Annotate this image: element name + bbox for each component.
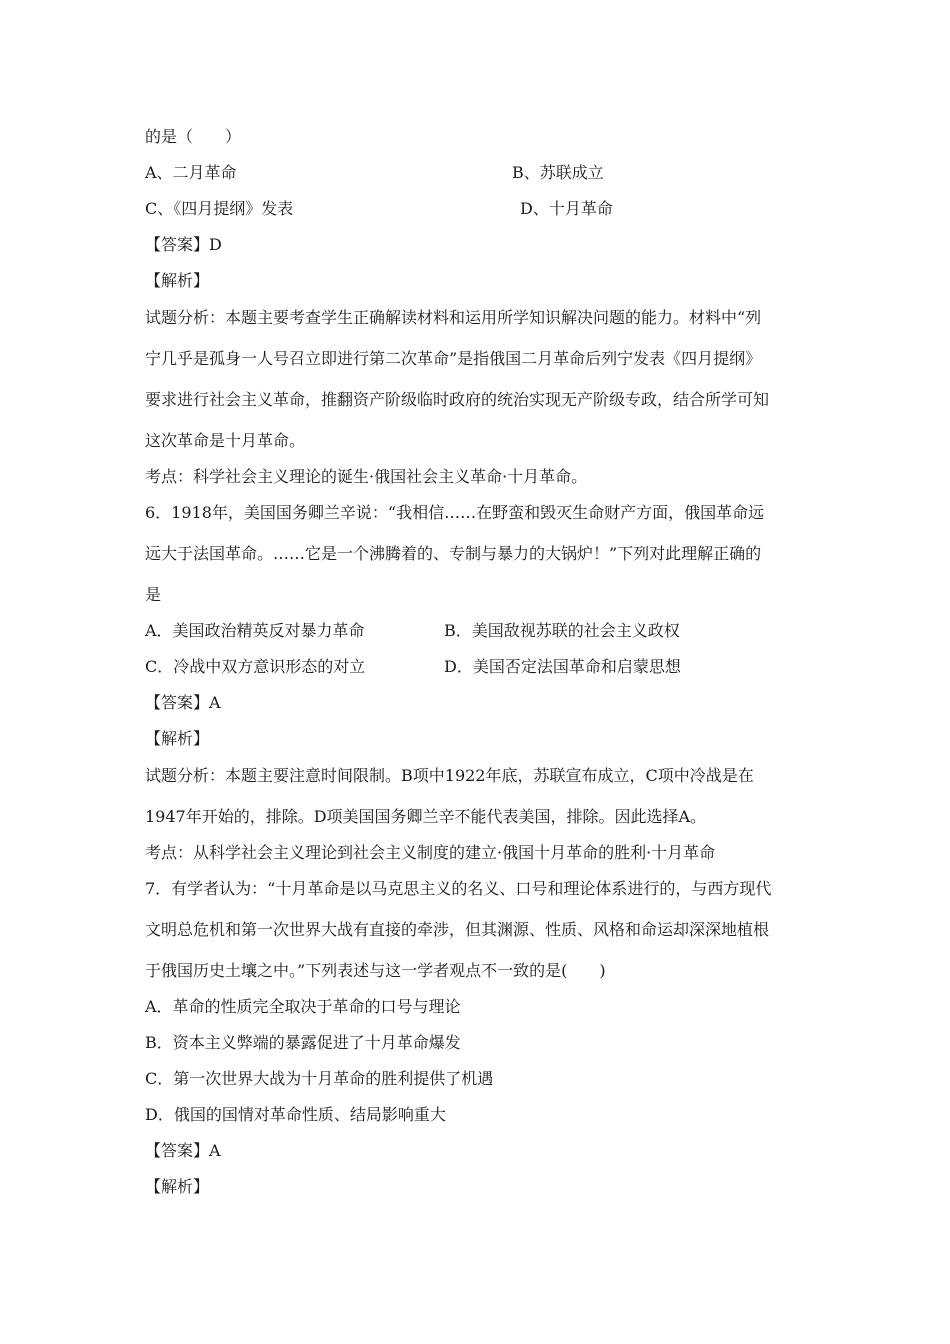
q7-analysis-label: 【解析】 (145, 1177, 210, 1196)
q6-analysis-line: 试题分析：本题主要注意时间限制。B项中1922年底，苏联宣布成立，C项中冷战是在 (145, 766, 754, 785)
q5-analysis-line: 试题分析：本题主要考查学生正确解读材料和运用所学知识解决问题的能力。材料中“列 (145, 308, 762, 327)
q6-option-a: A．美国政治精英反对暴力革命 (145, 621, 365, 640)
q6-analysis-line: 1947年开始的，排除。D项美国国务卿兰辛不能代表美国，排除。因此选择A。 (145, 807, 707, 826)
q6-option-d: D．美国否定法国革命和启蒙思想 (444, 657, 681, 676)
q5-option-a: A、二月革命 (145, 163, 237, 182)
q5-option-b: B、苏联成立 (512, 163, 604, 182)
q6-stem-line: 是 (145, 585, 162, 604)
q7-stem-line: 于俄国历史土壤之中。”下列表述与这一学者观点不一致的是( ) (145, 961, 606, 980)
q5-analysis-line: 宁几乎是孤身一人号召立即进行第二次革命”是指俄国二月革命后列宁发表《四月提纲》 (145, 349, 762, 368)
q6-option-c: C．冷战中双方意识形态的对立 (145, 657, 366, 676)
q6-stem-line: 远大于法国革命。……它是一个沸腾着的、专制与暴力的大锅炉！”下列对此理解正确的 (145, 544, 762, 563)
q5-analysis-line: 这次革命是十月革命。 (145, 431, 306, 450)
q6-analysis-label: 【解析】 (145, 729, 210, 748)
q6-option-b: B．美国敌视苏联的社会主义政权 (444, 621, 680, 640)
q5-point: 考点：科学社会主义理论的诞生·俄国社会主义革命·十月革命。 (145, 467, 588, 486)
q6-answer: 【答案】A (145, 693, 221, 712)
q6-point: 考点：从科学社会主义理论到社会主义制度的建立·俄国十月革命的胜利·十月革命 (145, 843, 716, 862)
q7-option-c: C．第一次世界大战为十月革命的胜利提供了机遇 (145, 1069, 494, 1088)
q5-analysis-line: 要求进行社会主义革命，推翻资产阶级临时政府的统治实现无产阶级专政，结合所学可知 (145, 390, 770, 409)
q5-option-c: C、《四月提纲》发表 (145, 199, 294, 218)
q5-analysis-label: 【解析】 (145, 271, 210, 290)
q5-answer: 【答案】D (145, 235, 222, 254)
q6-stem-line: 6．1918年，美国国务卿兰辛说：“我相信……在野蛮和毁灭生命财产方面，俄国革命远 (145, 503, 765, 522)
q5-stem-tail: 的是（ ） (145, 127, 242, 146)
q7-stem-line: 7．有学者认为：“十月革命是以马克思主义的名义、口号和理论体系进行的，与西方现代 (145, 879, 772, 898)
q5-option-d: D、十月革命 (520, 199, 613, 218)
q7-stem-line: 文明总危机和第一次世界大战有直接的牵涉，但其渊源、性质、风格和命运却深深地植根 (145, 920, 770, 939)
q7-option-b: B．资本主义弊端的暴露促进了十月革命爆发 (145, 1033, 461, 1052)
q7-option-a: A．革命的性质完全取决于革命的口号与理论 (145, 997, 461, 1016)
q7-option-d: D．俄国的国情对革命性质、结局影响重大 (145, 1105, 446, 1124)
q7-answer: 【答案】A (145, 1141, 221, 1160)
